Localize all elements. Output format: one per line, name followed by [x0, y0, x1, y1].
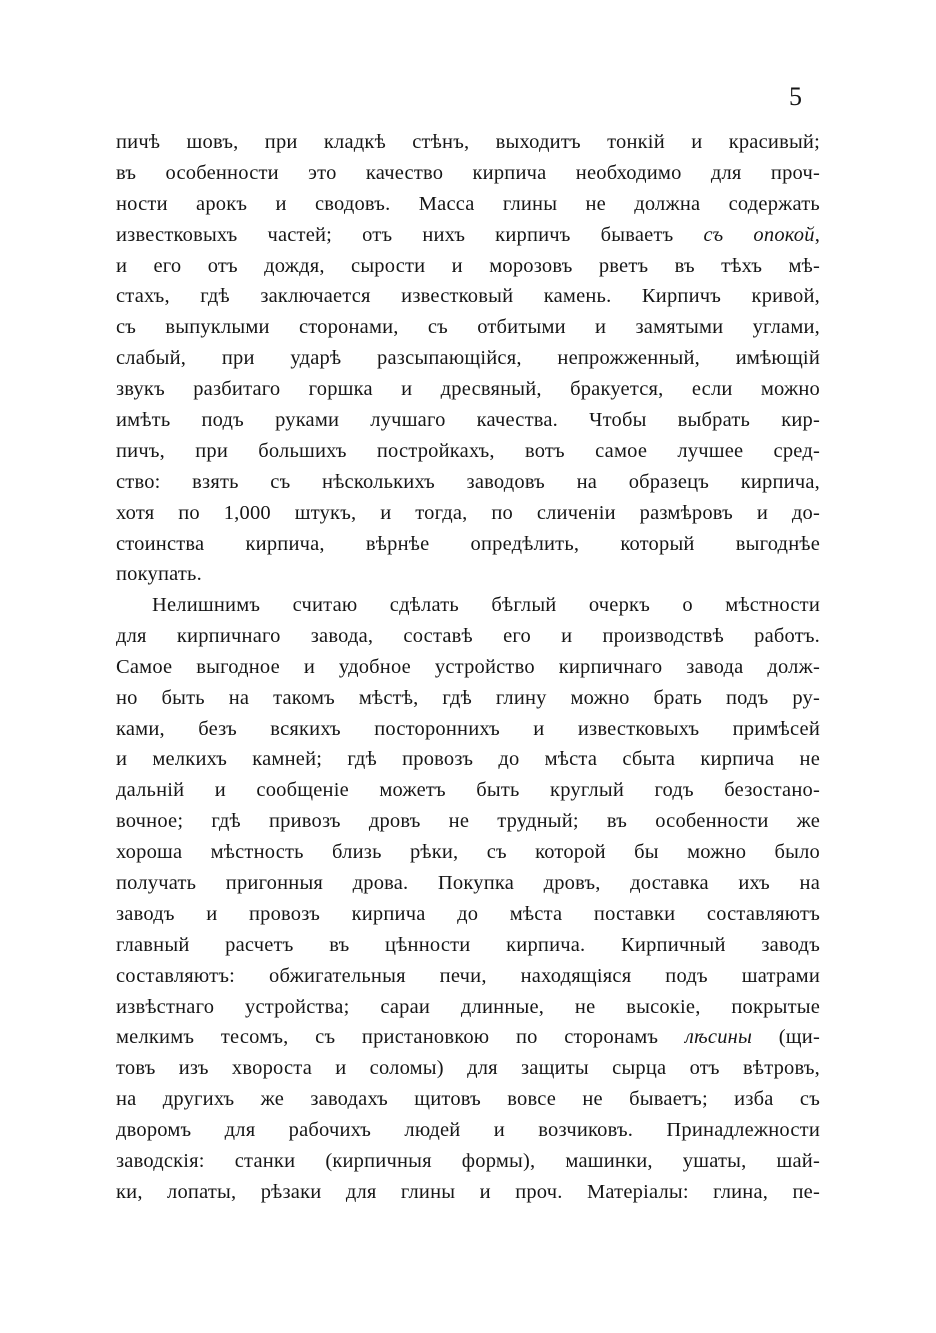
text-line: слабый, при ударѣ разсыпающійся, непрожженный, имѣющій [116, 347, 820, 370]
text-line: хотя по 1,000 штукъ, и тогда, по сличеніи размѣровъ и до- [116, 501, 820, 524]
text-line: ками, безъ всякихъ постороннихъ и известковыхъ примѣсей [116, 717, 820, 740]
italic-term: лѣсины [684, 1026, 753, 1049]
text-line: на другихъ же заводахъ щитовъ вовсе не бываетъ; изба съ [116, 1088, 820, 1111]
text-line: для кирпичнаго завода, составѣ его и производствѣ работъ. [116, 624, 820, 647]
text-line: и мелкихъ камней; гдѣ провозъ до мѣста сбыта кирпича не [116, 748, 820, 771]
text-line: покупать. [116, 563, 202, 586]
text-line: составляютъ: обжигательныя печи, находящіяся подъ шатрами [116, 964, 820, 987]
text-line [116, 1022, 820, 1053]
text-line: въ особенности это качество кирпича необходимо для проч- [116, 161, 820, 184]
text-line: дворомъ для рабочихъ людей и возчиковъ. Принадлежности [116, 1119, 820, 1142]
text-line: имѣть подъ руками лучшаго качества. Чтобы выбрать кир- [116, 409, 820, 432]
text-line: ки, лопаты, рѣзаки для глины и проч. Матеріалы: глина, пе- [116, 1180, 820, 1203]
text-line: съ выпуклыми сторонами, съ отбитыми и замятыми углами, [116, 316, 820, 339]
text-line: Самое выгодное и удобное устройство кирпичнаго завода долж- [116, 655, 820, 678]
text-line: дальній и сообщеніе можетъ быть круглый годъ безостано- [116, 779, 820, 802]
paragraph-1 [116, 127, 820, 590]
text-line [116, 220, 820, 251]
text-line: заводъ и провозъ кирпича до мѣста поставки составляютъ [116, 902, 820, 925]
text-line: заводскія: станки (кирпичныя формы), машинки, ушаты, шай- [116, 1150, 820, 1173]
text-line: ство: взять съ нѣсколькихъ заводовъ на образецъ кирпича, [116, 470, 820, 493]
text-line: главный расчетъ въ цѣнности кирпича. Кирпичный заводъ [116, 933, 820, 956]
text-line: товъ изъ хвороста и соломы) для защиты сырца отъ вѣтровъ, [116, 1057, 820, 1080]
text-segment: , [814, 223, 821, 246]
paragraph-2 [116, 590, 820, 1208]
text-segment: мелкимъ тесомъ, съ пристановкою по сторонамъ [116, 1026, 685, 1049]
text-line: пичъ, при большихъ постройкахъ, вотъ самое лучшее сред- [116, 439, 820, 462]
text-line: но быть на такомъ мѣстѣ, гдѣ глину можно брать подъ ру- [116, 686, 820, 709]
text-line: и его отъ дождя, сырости и морозовъ рветъ въ тѣхъ мѣ- [116, 254, 820, 277]
text-line: стоинства кирпича, вѣрнѣе опредѣлить, который выгоднѣе [116, 532, 820, 555]
text-line: звукъ разбитаго горшка и дресвяный, бракуется, если можно [116, 378, 820, 401]
text-line: вочное; гдѣ привозъ дровъ не трудный; въ особенности же [116, 810, 820, 833]
page-number: 5 [789, 82, 802, 111]
text-line: Нелишнимъ считаю сдѣлать бѣглый очеркъ о мѣстности [152, 594, 820, 616]
text-line: хороша мѣстность близь рѣки, съ которой бы можно было [116, 841, 820, 864]
text-line: извѣстнаго устройства; сараи длинные, не высокіе, покрытые [116, 995, 820, 1018]
text-line: ности арокъ и сводовъ. Масса глины не должна содержать [116, 192, 820, 215]
text-segment: (щи- [752, 1026, 820, 1049]
text-line: пичѣ шовъ, при кладкѣ стѣнъ, выходитъ тонкій и красивый; [116, 131, 820, 153]
text-line: получать пригонныя дрова. Покупка дровъ, доставка ихъ на [116, 872, 820, 895]
text-segment: известковыхъ частей; отъ нихъ кирпичъ бываетъ [116, 223, 704, 246]
italic-term: съ опокой [703, 223, 815, 246]
text-line: стахъ, гдѣ заключается известковый камень. Кирпичъ кривой, [116, 285, 820, 308]
